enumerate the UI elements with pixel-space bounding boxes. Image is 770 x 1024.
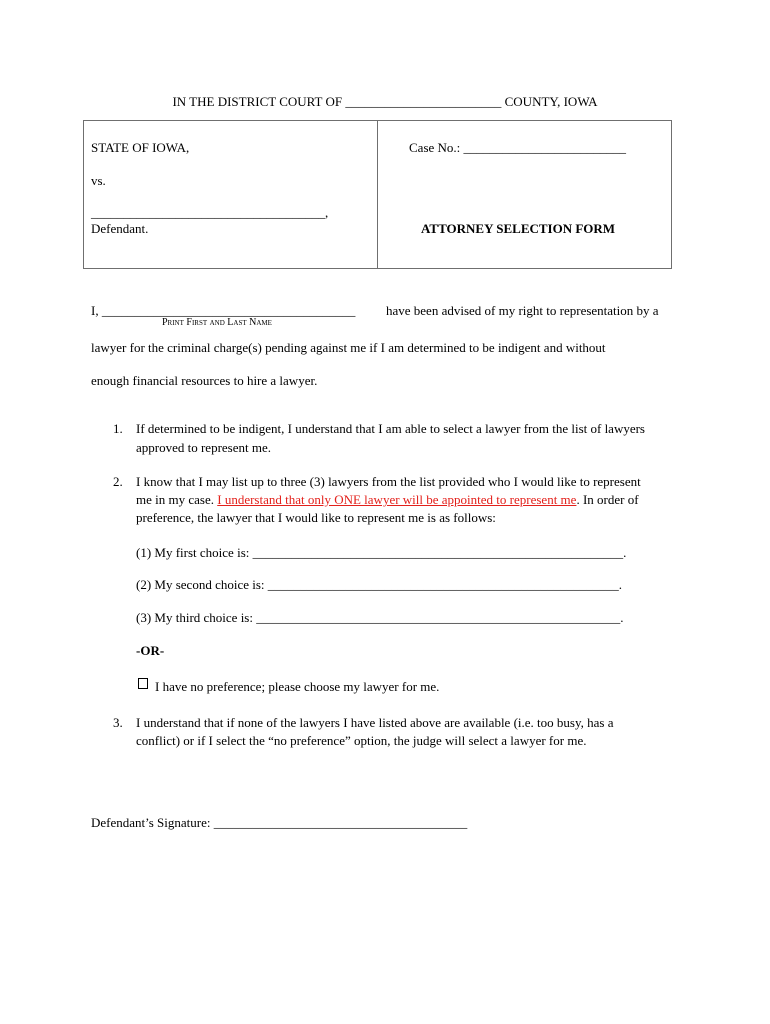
intro-line-3: enough financial resources to hire a lawyer.: [91, 373, 318, 388]
or-separator: -OR-: [136, 643, 165, 658]
item-2-line-2: [136, 492, 639, 508]
form-title: ATTORNEY SELECTION FORM: [421, 221, 616, 236]
item-2-number: 2.: [113, 474, 123, 489]
defendant-name-field[interactable]: ____________________________________,: [91, 205, 329, 220]
first-choice-field[interactable]: (1) My first choice is: _________________________________________________________.: [136, 545, 627, 560]
item-2-line-3: preference, the lawyer that I would like to represent me is as follows:: [136, 510, 496, 525]
second-choice-field[interactable]: (2) My second choice is: ______________________________________________________.: [136, 577, 623, 592]
intro-line-1: have been advised of my right to representation by a: [386, 303, 659, 318]
item-3-line-2: conflict) or if I select the “no preference” option, the judge will select a lawyer for me.: [136, 733, 587, 748]
item-1-line-2: approved to represent me.: [136, 440, 272, 455]
item-3-number: 3.: [113, 715, 123, 730]
signature-field[interactable]: Defendant’s Signature: _______________________________________: [91, 815, 468, 830]
item-2-line-2-start: me in my case.: [136, 492, 214, 507]
no-preference-checkbox[interactable]: [138, 678, 148, 689]
one-lawyer-notice: I understand that only ONE lawyer will be appointed to represent me: [217, 492, 577, 507]
item-2-line-2-end: . In order of: [576, 492, 639, 507]
court-header: IN THE DISTRICT COURT OF ________________________ COUNTY, IOWA: [172, 94, 598, 109]
intro-line-2: lawyer for the criminal charge(s) pending against me if I am determined to be indigent and without: [91, 340, 606, 355]
item-2-line-1: I know that I may list up to three (3) lawyers from the list provided who I would like to represent: [136, 474, 641, 489]
item-1-number: 1.: [113, 421, 123, 436]
no-preference-label: I have no preference; please choose my lawyer for me.: [155, 679, 440, 694]
defendant-label: Defendant.: [91, 221, 149, 236]
defendant-name-line[interactable]: I, _______________________________________: [91, 303, 356, 318]
case-number-field[interactable]: Case No.: _________________________: [409, 140, 627, 155]
name-field-hint: Print First and Last Name: [162, 317, 272, 328]
item-1-line-1: If determined to be indigent, I understand that I am able to select a lawyer from the list of lawyers: [136, 421, 645, 436]
plaintiff-name: STATE OF IOWA,: [91, 140, 190, 155]
item-3-line-1: I understand that if none of the lawyers I have listed above are available (i.e. too busy, has a: [136, 715, 614, 730]
caption-divider: [377, 121, 378, 268]
versus-label: vs.: [91, 173, 106, 188]
third-choice-field[interactable]: (3) My third choice is: ________________________________________________________.: [136, 610, 624, 625]
